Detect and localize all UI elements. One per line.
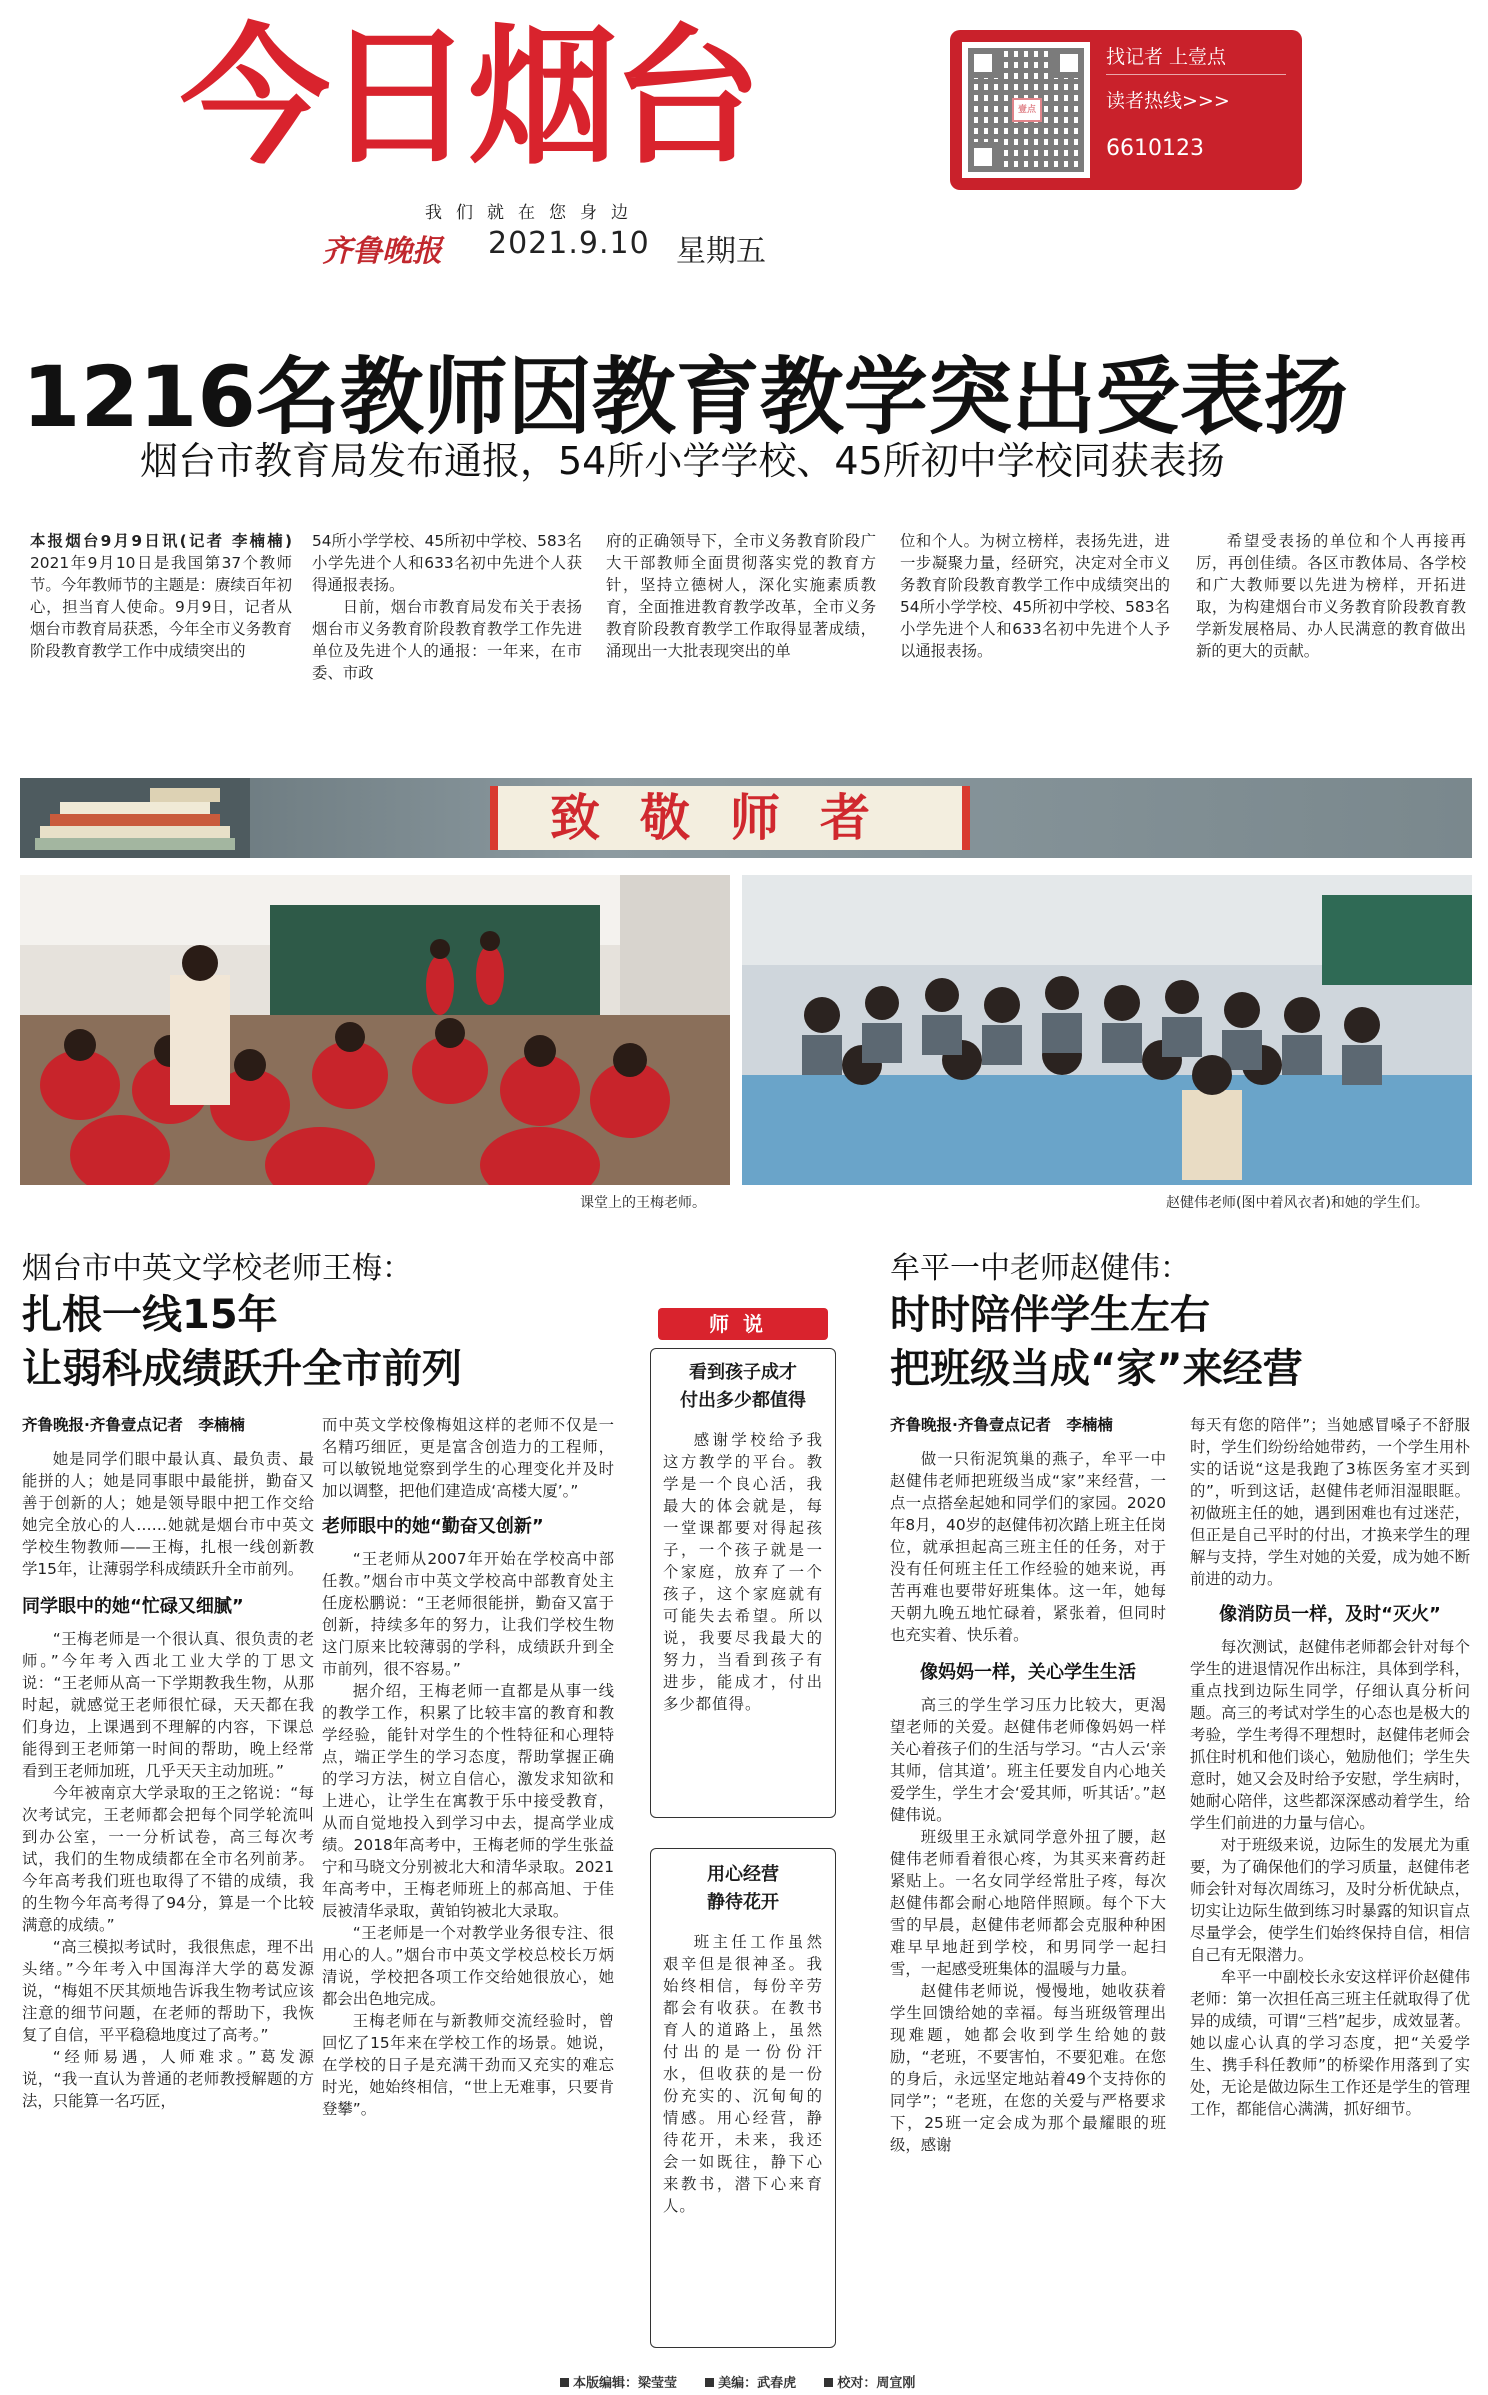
sidebar-quote-1 xyxy=(650,1348,836,1818)
left-story-p9: “王老师是一个对教学业务很专注、很用心的人。”烟台市中英文学校总校长万炳清说，学校把各项工作交给她很放心，她都会出色地完成。 xyxy=(322,1924,614,2008)
contact-divider xyxy=(1106,74,1286,75)
lead-col4-text: 位和个人。为树立榜样，表扬先进，进一步凝聚力量，经研究，决定对全市义务教育阶段教育教学工作中成绩突出的54所小学学校、45所初中学校、583名小学先进个人和633名初中先进个人予以通报表扬。 xyxy=(900,532,1170,660)
sidebar-tag: 师说 xyxy=(658,1308,828,1340)
right-story-title-1: 时时陪伴学生左右 xyxy=(890,1292,1210,1338)
section-banner xyxy=(20,778,1472,858)
lead-column-2 xyxy=(312,530,582,750)
right-story-subtitle-2: 像消防员一样，及时“灭火” xyxy=(1219,1604,1441,1625)
contact-line-1: 找记者 上壹点 xyxy=(1106,46,1227,68)
sidebar-quote-2 xyxy=(650,1848,836,2348)
contact-line-2: 读者热线>>> xyxy=(1106,90,1230,112)
masthead-title: 今日烟台 xyxy=(180,11,757,185)
left-story-p7: “王老师从2007年开始在学校高中部任教。”烟台市中英文学校高中部教育处主任庞松鹏说：“王老师很能拼，勤奋又富于创新，持续多年的努力，让我们学校生物这门原来比较薄弱的学科，成绩跃升到全市前列，很不容易。” xyxy=(322,1550,614,1678)
left-story-p10: 王梅老师在与新教师交流经验时，曾回忆了15年来在学校工作的场景。她说，在学校的日子是充满干劲而又充实的难忘时光，她始终相信，“世上无难事，只要肯登攀”。 xyxy=(322,2012,614,2118)
lead-col2-text-a: 54所小学学校、45所初中学校、583名小学先进个人和633名初中先进个人获得通报表扬。 xyxy=(312,532,582,594)
left-story-p4: “高三模拟考试时，我很焦虑，理不出头绪。”今年考入中国海洋大学的葛发源说，“梅姐不厌其烦地告诉我生物考试应该注意的细节问题，在老师的帮助下，我恢复了自信，平平稳稳地度过了高考。” xyxy=(22,1938,314,2044)
footer-editor: 本版编辑：梁莹莹 xyxy=(573,2376,678,2391)
square-bullet-icon xyxy=(824,2378,833,2387)
classroom-photo-icon xyxy=(20,875,730,1185)
issue-date: 2021.9.10 xyxy=(488,226,650,261)
photo-left-caption: 课堂上的王梅老师。 xyxy=(580,1195,706,1211)
left-story-column-1 xyxy=(22,1414,314,2364)
newspaper-logo: 齐鲁晚报 xyxy=(322,234,442,269)
group-photo-icon xyxy=(742,875,1472,1185)
lead-col2-text-b: 日前，烟台市教育局发布关于表扬烟台市义务教育阶段教育教学工作先进单位及先进个人的通报：一年来，在市委、市政 xyxy=(312,598,582,682)
right-story-byline: 齐鲁晚报·齐鲁壹点记者 李楠楠 xyxy=(890,1416,1113,1434)
left-story-title-2: 让弱科成绩跃升全市前列 xyxy=(22,1346,462,1392)
left-story-kicker: 烟台市中英文学校老师王梅： xyxy=(22,1251,412,1286)
left-story-subtitle-1: 同学眼中的她“忙碌又细腻” xyxy=(22,1596,244,1617)
right-story-column-2 xyxy=(1190,1414,1470,2364)
right-story-p3: 班级里王永斌同学意外扭了腰，赵健伟老师看着很心疼，为其买来膏药赶紧贴上。一名女同学经常肚子疼，每次赵健伟都会耐心地陪伴照顾。每个下大雪的早晨，赵健伟老师都会克服种种困难早早地赶到学校，和男同学一起扫雪，一起感受班集体的温暖与力量。 xyxy=(890,1828,1166,1978)
page-footer xyxy=(560,2372,939,2391)
lead-column-3 xyxy=(606,530,876,750)
square-bullet-icon xyxy=(705,2378,714,2387)
left-story-p2: “王梅老师是一个很认真、很负责的老师。”今年考入西北工业大学的丁思文说：“王老师从高一下学期教我生物，从那时起，就感觉王老师很忙碌，天天都在我们身边，上课遇到不理解的内容，下课总能得到王老师第一时间的帮助，晚上经常看到王老师加班，几乎天天主动加班。” xyxy=(22,1630,314,1780)
right-story-p2: 高三的学生学习压力比较大，更渴望老师的关爱。赵健伟老师像妈妈一样关心着孩子们的生活与学习。“古人云‘亲其师，信其道’。班主任要发自内心地关爱学生，学生才会‘爱其师，听其话’。”赵健伟说。 xyxy=(890,1696,1166,1824)
lead-column-1 xyxy=(30,530,292,750)
photo-classroom xyxy=(20,875,730,1185)
books-icon xyxy=(20,778,250,858)
banner-label: 致敬师者 xyxy=(490,786,970,850)
lead-col5-text: 希望受表扬的单位和个人再接再厉，再创佳绩。各区市教体局、各学校和广大教师要以先进为榜样，开拓进取，为构建烟台市义务教育阶段教育教学新发展格局、办人民满意的教育做出新的更大的贡献。 xyxy=(1196,532,1466,660)
right-story-kicker: 牟平一中老师赵健伟： xyxy=(890,1251,1190,1286)
qr-code-icon[interactable] xyxy=(962,42,1090,178)
left-story-p1: 她是同学们眼中最认真、最负责、最能拼的人；她是同事眼中最能拼，勤奋又善于创新的人；她是领导眼中把工作交给她完全放心的人……她就是烟台市中英文学校生物教师——王梅，扎根一线创新教学15年，让薄弱学科成绩跃升全市前列。 xyxy=(22,1450,314,1578)
lead-headline: 1216名教师因教育教学突出受表扬 xyxy=(22,348,1348,446)
left-story-p6: 而中英文学校像梅姐这样的老师不仅是一名精巧细匠，更是富含创造力的工程师，可以敏锐地觉察到学生的心理变化并及时加以调整，把他们建造成‘高楼大厦’。” xyxy=(322,1416,614,1500)
sidebar-quote-2-body: 班主任工作虽然艰辛但是很神圣。我始终相信，每份辛劳都会有收获。在教书育人的道路上，虽然付出的是一份份汗水，但收获的是一份份充实的、沉甸甸的情感。用心经营，静待花开，未来，我还会一如既往，静下心来教书，潜下心来育人。 xyxy=(663,1933,823,2215)
lead-col3-text: 府的正确领导下，全市义务教育阶段广大干部教师全面贯彻落实党的教育方针，坚持立德树人，深化实施素质教育，全面推进教育教学改革，全市义务教育阶段教育教学工作取得显著成绩，涌现出一大批表现突出的单 xyxy=(606,532,876,660)
left-story-p3: 今年被南京大学录取的王之铭说：“每次考试完，王老师都会把每个同学轮流叫到办公室，一一分析试卷，高三每次考试，我们的生物成绩都在全市名列前茅。今年高考我们班也取得了不错的成绩，我的生物今年高考得了94分，算是一个比较满意的成绩。” xyxy=(22,1784,314,1934)
left-story-p5: “经师易遇，人师难求。”葛发源说，“我一直认为普通的老师教授解题的方法，只能算一名巧匠， xyxy=(22,2048,314,2110)
square-bullet-icon xyxy=(560,2378,569,2387)
left-story-byline: 齐鲁晚报·齐鲁壹点记者 李楠楠 xyxy=(22,1416,245,1434)
left-story-title-1: 扎根一线15年 xyxy=(22,1292,278,1338)
lead-col1-text: 2021年9月10日是我国第37个教师节。今年教师节的主题是：赓续百年初心，担当育人使命。9月9日，记者从烟台市教育局获悉，今年全市义务教育阶段教育教学工作中成绩突出的 xyxy=(30,554,292,660)
right-story-subtitle-1: 像妈妈一样，关心学生生活 xyxy=(920,1662,1136,1683)
photo-right-caption: 赵健伟老师(图中着风衣者)和她的学生们。 xyxy=(1166,1195,1429,1211)
sidebar-quote-2-title: 用心经营 静待花开 xyxy=(707,1864,779,1913)
lead-dateline: 本报烟台9月9日讯(记者 李楠楠) xyxy=(30,532,292,550)
footer-proofreader: 校对：周宣刚 xyxy=(837,2376,916,2391)
qr-center-label: 壹点 xyxy=(1012,98,1042,122)
right-story-title-2: 把班级当成“家”来经营 xyxy=(890,1346,1303,1392)
left-story-p8: 据介绍，王梅老师一直都是从事一线的教学工作，积累了比较丰富的教育和教学经验，能针对学生的个性特征和心理特点，端正学生的学习态度，帮助掌握正确的学习方法，树立自信心，激发求知欲和上进心，让学生在寓教于乐中接受教育，从而自觉地投入到学习中去，提高学业成绩。2018年高考中，王梅老师的学生张益宁和马晓文分别被北大和清华录取。2021年高考中，王梅老师班上的郝高旭、于佳辰被清华录取，黄铂钧被北大录取。 xyxy=(322,1682,614,1920)
right-story-p4: 赵健伟老师说，慢慢地，她收获着学生回馈给她的幸福。每当班级管理出现难题，她都会收到学生给她的鼓励，“老班，不要害怕，不要犯难。在您的身后，永远坚定地站着49个支持你的同学”；“老班，在您的关爱与严格要求下，25班一定会成为那个最耀眼的班级，感谢 xyxy=(890,1982,1166,2154)
footer-designer: 美编：武春虎 xyxy=(718,2376,797,2391)
lead-subhead: 烟台市教育局发布通报，54所小学学校、45所初中学校同获表扬 xyxy=(140,439,1225,483)
right-story-p7: 对于班级来说，边际生的发展尤为重要，为了确保他们的学习质量，赵健伟老师会针对每次周练习，及时分析优缺点，切实让边际生做到练习时暴露的知识盲点尽量学会，使学生们始终保持自信，相信自己有无限潜力。 xyxy=(1190,1836,1470,1964)
right-story-column-1 xyxy=(890,1414,1166,2364)
contact-box xyxy=(950,30,1302,190)
right-story-p1: 做一只衔泥筑巢的燕子，牟平一中赵健伟老师把班级当成“家”来经营，一点一点搭垒起她和同学们的家园。2020年8月，40岁的赵健伟初次踏上班主任岗位，就承担起高三班主任的任务，对于没有任何班主任工作经验的她来说，再苦再难也要带好班集体。这一年，她每天朝九晚五地忙碌着，紧张着，但同时也充实着、快乐着。 xyxy=(890,1450,1166,1644)
sidebar-quote-1-title: 看到孩子成才 付出多少都值得 xyxy=(680,1362,806,1411)
contact-hotline: 6610123 xyxy=(1106,136,1204,161)
photo-class-group xyxy=(742,875,1472,1185)
lead-column-5 xyxy=(1196,530,1466,750)
left-story-subtitle-2: 老师眼中的她“勤奋又创新” xyxy=(322,1516,544,1537)
right-story-p6: 每次测试，赵健伟老师都会针对每个学生的进退情况作出标注，具体到学科，重点找到边际生同学，仔细认真分析问题。高三的考试对学生的心态也是极大的考验，学生考得不理想时，赵健伟老师会抓住时机和他们谈心，勉励他们；学生失意时，她又会及时给予安慰，学生病时，她耐心陪伴，这些都深深感动着学生，给学生们前进的力量与信心。 xyxy=(1190,1638,1470,1832)
issue-weekday: 星期五 xyxy=(676,234,766,269)
lead-column-4 xyxy=(900,530,1170,750)
left-story-column-2 xyxy=(322,1414,614,2364)
right-story-p5: 每天有您的陪伴”；当她感冒嗓子不舒服时，学生们纷纷给她带药，一个学生用朴实的话说“这是我跑了3栋医务室才买到的”，听到这话，赵健伟老师泪湿眼眶。初做班主任的她，遇到困难也有过迷茫，但正是自己平时的付出，才换来学生的理解与支持，学生对她的关爱，成为她不断前进的动力。 xyxy=(1190,1416,1470,1588)
right-story-p8: 牟平一中副校长永安这样评价赵健伟老师：第一次担任高三班主任就取得了优异的成绩，可谓“三档”起步，成效显著。她以虚心认真的学习态度，把“关爱学生、携手科任教师”的桥梁作用落到了实处，无论是做边际生工作还是学生的管理工作，都能信心满满，抓好细节。 xyxy=(1190,1968,1470,2118)
masthead-slogan: 我们就在您身边 xyxy=(425,203,642,223)
sidebar-quote-1-body: 感谢学校给予我这方教学的平台。教学是一个良心活，我最大的体会就是，每一堂课都要对得起孩子，一个孩子就是一个家庭，放弃了一个孩子，这个家庭就有可能失去希望。所以说，我要尽我最大的努力，当看到孩子有进步，能成才，付出多少都值得。 xyxy=(663,1431,823,1713)
